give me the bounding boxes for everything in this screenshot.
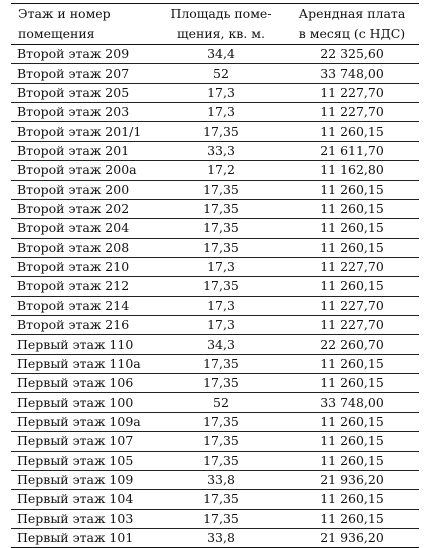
area-cell: 33,8 — [157, 528, 285, 547]
rent-cell: 11 227,70 — [285, 296, 419, 315]
rent-cell: 11 260,15 — [285, 374, 419, 393]
area-cell: 17,3 — [157, 257, 285, 276]
header-area-line2: щения, кв. м. — [157, 24, 285, 45]
area-cell: 17,35 — [157, 374, 285, 393]
room-cell: Второй этаж 204 — [11, 219, 157, 238]
header-row-1 — [11, 4, 419, 25]
area-cell: 17,35 — [157, 122, 285, 141]
rent-cell: 11 227,70 — [285, 103, 419, 122]
rent-cell: 11 260,15 — [285, 180, 419, 199]
room-cell: Второй этаж 209 — [11, 45, 157, 64]
rent-table — [11, 3, 419, 548]
table-body — [11, 45, 419, 548]
rent-cell: 33 748,00 — [285, 64, 419, 83]
rent-cell: 21 611,70 — [285, 141, 419, 160]
room-cell: Второй этаж 207 — [11, 64, 157, 83]
rent-cell: 11 260,15 — [285, 354, 419, 373]
table-row — [11, 451, 419, 470]
rent-cell: 11 260,15 — [285, 219, 419, 238]
room-cell: Первый этаж 104 — [11, 490, 157, 509]
table-row — [11, 219, 419, 238]
header-room-line2: помещения — [11, 24, 157, 45]
room-cell: Первый этаж 103 — [11, 509, 157, 528]
area-cell: 17,35 — [157, 432, 285, 451]
header-row-2 — [11, 24, 419, 45]
room-cell: Первый этаж 110а — [11, 354, 157, 373]
table-row — [11, 335, 419, 354]
rent-cell: 11 227,70 — [285, 257, 419, 276]
rent-cell: 33 748,00 — [285, 393, 419, 412]
table-row — [11, 45, 419, 64]
area-cell: 17,35 — [157, 412, 285, 431]
room-cell: Первый этаж 109а — [11, 412, 157, 431]
table-row — [11, 64, 419, 83]
table-row — [11, 161, 419, 180]
room-cell: Второй этаж 200а — [11, 161, 157, 180]
room-cell: Второй этаж 214 — [11, 296, 157, 315]
table-row — [11, 354, 419, 373]
table-row — [11, 83, 419, 102]
rent-cell: 11 162,80 — [285, 161, 419, 180]
table-row — [11, 277, 419, 296]
rent-cell: 11 260,15 — [285, 122, 419, 141]
room-cell: Второй этаж 203 — [11, 103, 157, 122]
table-row — [11, 257, 419, 276]
room-cell: Второй этаж 210 — [11, 257, 157, 276]
table-row — [11, 412, 419, 431]
area-cell: 52 — [157, 64, 285, 83]
area-cell: 34,3 — [157, 335, 285, 354]
header-area-line1: Площадь поме- — [157, 4, 285, 25]
room-cell: Второй этаж 216 — [11, 316, 157, 335]
table-row — [11, 296, 419, 315]
table-row — [11, 180, 419, 199]
table-row — [11, 528, 419, 547]
room-cell: Первый этаж 107 — [11, 432, 157, 451]
table-row — [11, 432, 419, 451]
room-cell: Первый этаж 101 — [11, 528, 157, 547]
rent-cell: 11 260,15 — [285, 238, 419, 257]
area-cell: 52 — [157, 393, 285, 412]
rent-cell: 11 260,15 — [285, 451, 419, 470]
area-cell: 17,35 — [157, 490, 285, 509]
area-cell: 17,35 — [157, 509, 285, 528]
room-cell: Второй этаж 208 — [11, 238, 157, 257]
table-header — [11, 4, 419, 45]
table-row — [11, 103, 419, 122]
area-cell: 33,8 — [157, 470, 285, 489]
area-cell: 17,35 — [157, 199, 285, 218]
room-cell: Первый этаж 105 — [11, 451, 157, 470]
table-row — [11, 141, 419, 160]
rent-cell: 11 227,70 — [285, 316, 419, 335]
area-cell: 17,35 — [157, 451, 285, 470]
rent-cell: 11 260,15 — [285, 509, 419, 528]
area-cell: 34,4 — [157, 45, 285, 64]
room-cell: Первый этаж 109 — [11, 470, 157, 489]
rent-cell: 11 260,15 — [285, 432, 419, 451]
room-cell: Второй этаж 201 — [11, 141, 157, 160]
rent-cell: 11 260,15 — [285, 412, 419, 431]
header-room-line1: Этаж и номер — [11, 4, 157, 25]
table-row — [11, 509, 419, 528]
room-cell: Второй этаж 202 — [11, 199, 157, 218]
rent-cell: 21 936,20 — [285, 528, 419, 547]
rent-cell: 11 260,15 — [285, 490, 419, 509]
table-row — [11, 238, 419, 257]
rent-cell: 21 936,20 — [285, 470, 419, 489]
area-cell: 17,35 — [157, 219, 285, 238]
rent-cell: 22 325,60 — [285, 45, 419, 64]
area-cell: 17,3 — [157, 103, 285, 122]
table-row — [11, 374, 419, 393]
table-row — [11, 490, 419, 509]
area-cell: 17,3 — [157, 316, 285, 335]
area-cell: 17,2 — [157, 161, 285, 180]
area-cell: 33,3 — [157, 141, 285, 160]
room-cell: Второй этаж 200 — [11, 180, 157, 199]
table-row — [11, 316, 419, 335]
rent-cell: 11 227,70 — [285, 83, 419, 102]
room-cell: Первый этаж 110 — [11, 335, 157, 354]
rent-cell: 22 260,70 — [285, 335, 419, 354]
room-cell: Второй этаж 205 — [11, 83, 157, 102]
table-row — [11, 199, 419, 218]
area-cell: 17,35 — [157, 238, 285, 257]
table-row — [11, 470, 419, 489]
rent-cell: 11 260,15 — [285, 199, 419, 218]
room-cell: Второй этаж 201/1 — [11, 122, 157, 141]
room-cell: Второй этаж 212 — [11, 277, 157, 296]
table-row — [11, 393, 419, 412]
area-cell: 17,35 — [157, 354, 285, 373]
header-rent-line2: в месяц (с НДС) — [285, 24, 419, 45]
area-cell: 17,3 — [157, 83, 285, 102]
room-cell: Первый этаж 100 — [11, 393, 157, 412]
header-rent-line1: Арендная плата — [285, 4, 419, 25]
table-row — [11, 122, 419, 141]
area-cell: 17,35 — [157, 180, 285, 199]
rent-cell: 11 260,15 — [285, 277, 419, 296]
area-cell: 17,3 — [157, 296, 285, 315]
room-cell: Первый этаж 106 — [11, 374, 157, 393]
area-cell: 17,35 — [157, 277, 285, 296]
